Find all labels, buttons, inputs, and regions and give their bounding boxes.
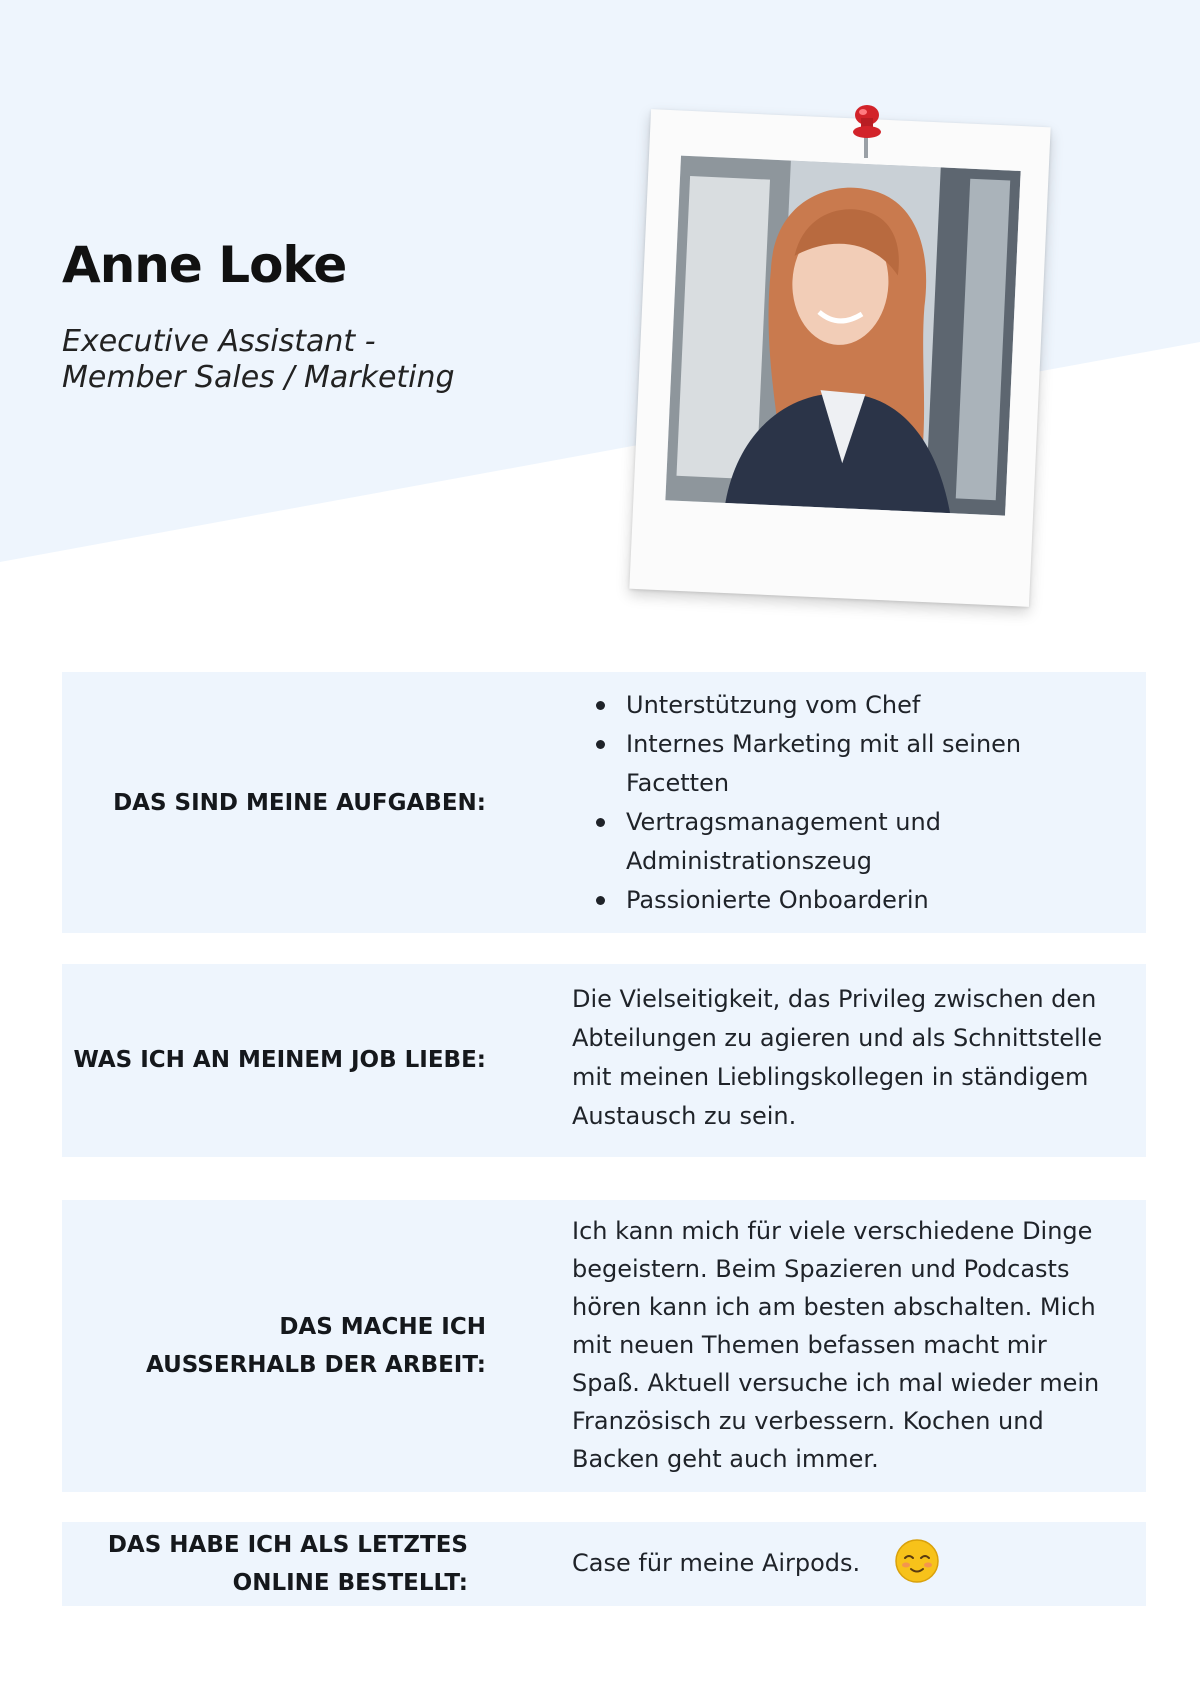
- task-item: Passionierte Onboarderin: [590, 881, 1050, 920]
- last-order-label-line-1: DAS HABE ICH ALS LETZTES: [107, 1532, 468, 1558]
- last-order-label: [108, 1526, 468, 1602]
- hobbies-label-line-1: DAS MACHE ICH: [279, 1314, 486, 1340]
- hobbies-label-line-2: AUSSERHALB DER ARBEIT:: [146, 1352, 486, 1378]
- blushing-smile-emoji-icon: [894, 1538, 940, 1584]
- job-love-text: Die Vielseitigkeit, das Privileg zwischen den Abteilungen zu agieren und als Schnittstelle mit meinen Lieblingskollegen in ständigem Austausch zu sein.: [572, 985, 1103, 1130]
- last-order-label-line-2: ONLINE BESTELLT:: [232, 1570, 468, 1596]
- profile-name: Anne Loke: [62, 236, 347, 294]
- profile-photo: [665, 156, 1020, 516]
- job-love-section: [62, 964, 1146, 1157]
- push-pin-icon: [847, 104, 887, 164]
- polaroid-frame: [629, 109, 1050, 607]
- hobbies-text-container: [572, 1212, 1117, 1478]
- last-order-text-container: [572, 1544, 872, 1583]
- tasks-label: DAS SIND MEINE AUFGABEN:: [113, 790, 486, 816]
- hobbies-label: [146, 1308, 486, 1384]
- job-love-text-container: [572, 980, 1132, 1136]
- hobbies-section: [62, 1200, 1146, 1492]
- last-order-section: [62, 1522, 1146, 1606]
- profile-role: [62, 324, 455, 396]
- task-item: Internes Marketing mit all seinen Facetten: [590, 725, 1050, 803]
- role-line-2: Member Sales / Marketing: [62, 360, 455, 395]
- task-item: Unterstützung vom Chef: [590, 686, 1050, 725]
- tasks-section: [62, 672, 1146, 933]
- tasks-list: [590, 686, 1050, 920]
- task-item: Vertragsmanagement und Administrationszeug: [590, 803, 1050, 881]
- job-love-label: WAS ICH AN MEINEM JOB LIEBE:: [73, 1047, 486, 1073]
- hobbies-text: Ich kann mich für viele verschiedene Dinge begeistern. Beim Spazieren und Podcasts hören kann ich am besten abschalten. Mich mit neuen Themen befassen macht mir Spaß. Aktuell versuche ich mal wieder mein Französisch zu verbessern. Kochen und Backen geht auch immer.: [572, 1217, 1100, 1473]
- tasks-list-container: [590, 686, 1050, 920]
- last-order-text: Case für meine Airpods.: [572, 1549, 861, 1577]
- role-line-1: Executive Assistant -: [62, 324, 376, 359]
